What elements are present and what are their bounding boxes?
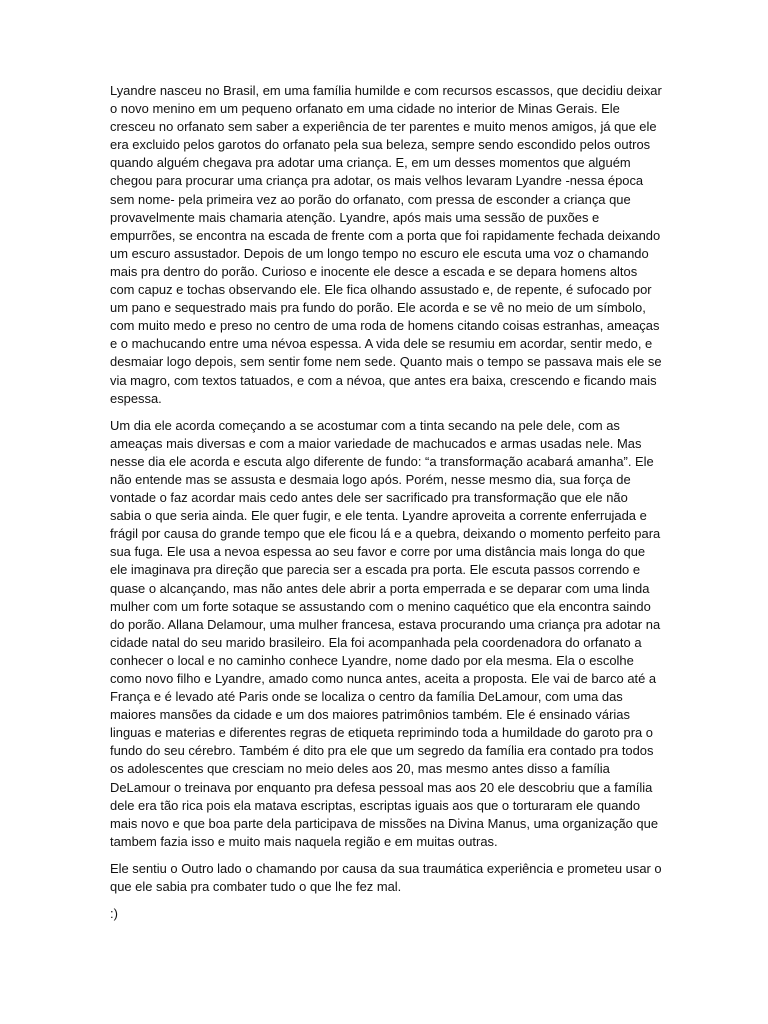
paragraph-4: :)	[110, 906, 118, 922]
paragraph-3: Ele sentiu o Outro lado o chamando por causa da sua traumática experiência e prometeu usar o que ele sabia pra combater tudo o que lhe fez mal.	[110, 860, 662, 895]
paragraph-1: Lyandre nasceu no Brasil, em uma família humilde e com recursos escassos, que decidiu deixar o novo menino em um pequeno orfanato em uma cidade no interior de Minas Gerais. Ele cresceu no orfanato sem saber a experiência de ter parentes e muito menos amigos, já que ele era excluido pelos garotos do orfanato pela sua beleza, sempre sendo escondido pelos outros quando alguém chegava pra adotar uma criança. E, em um desses momentos que alguém chegou para procurar uma criança pra adotar, os mais velhos levaram Lyandre -nessa época sem nome- pela primeira vez ao porão do orfanato, com pressa de esconder a criança que provavelmente mais chamaria atenção. Lyandre, após mais uma sessão de puxões e empurrões, se encontra na escada de frente com a porta que foi rapidamente fechada deixando um escuro assustador. Depois de um longo tempo no escuro ele escuta uma voz o chamando mais pra dentro do porão. Curioso e inocente ele desce a escada e se depara homens altos com capuz e tochas observando ele. Ele fica olhando assustado e, de repente, é sufocado por um pano e sequestrado mais pra fundo do porão. Ele acorda e se vê no meio de um símbolo, com muito medo e preso no centro de uma roda de homens citando coisas estranhas, ameaças e o machucando entre uma névoa espessa. A vida dele se resumiu em acordar, sentir medo, e desmaiar logo depois, sem sentir fome nem sede. Quanto mais o tempo se passava mais ele se via magro, com textos tatuados, e com a névoa, que antes era baixa, crescendo e ficando mais espessa.	[110, 83, 662, 406]
document-body	[110, 82, 662, 932]
paragraph-2: Um dia ele acorda começando a se acostumar com a tinta secando na pele dele, com as ameaças mais diversas e com a maior variedade de machucados e armas usadas nele. Mas nesse dia ele acorda e escuta algo diferente de fundo: “a transformação acabará amanha”. Ele não entende mas se assusta e desmaia logo após. Porém, nesse mesmo dia, sua força de vontade o faz acordar mais cedo antes dele ser sacrificado pra transformação que ele não sabia o que seria ainda. Ele quer fugir, e ele tenta. Lyandre aproveita a corrente enferrujada e frágil por causa do grande tempo que ele ficou lá e a quebra, deixando o momento perfeito para sua fuga. Ele usa a nevoa espessa ao seu favor e corre por uma distância mais longa do que ele imaginava pra direção que parecia ser a escada pra porta. Ele escuta passos correndo e quase o alcançando, mas não antes dele abrir a porta emperrada e se deparar com uma linda mulher com um forte sotaque se assustando com o menino caquético que ela encontra saindo do porão. Allana Delamour, uma mulher francesa, estava procurando uma criança pra adotar na cidade natal do seu marido brasileiro. Ela foi acompanhada pela coordenadora do orfanato a conhecer o local e no caminho conhece Lyandre, nome dado por ela mesma. Ela o escolhe como novo filho e Lyandre, amado como nunca antes, aceita a proposta. Ele vai de barco até a França e é levado até Paris onde se localiza o centro da família DeLamour, com uma das maiores mansões da cidade e um dos maiores patrimônios também. Ele é ensinado várias linguas e materias e diferentes regras de etiqueta reprimindo toda a humildade do garoto pra o fundo do seu cérebro. Também é dito pra ele que um segredo da família era contado pra todos os adolescentes que cresciam no meio deles aos 20, mas mesmo antes disso a família DeLamour o treinava por enquanto pra defesa pessoal mas aos 20 ele descobriu que a família dele era tão rica pois ela matava escriptas, escriptas iguais aos que o torturaram ele quando mais novo e que boa parte dela participava de missões na Divina Manus, uma organização que tambem fazia isso e muito mais naquela região e em muitas outras.	[110, 417, 661, 849]
